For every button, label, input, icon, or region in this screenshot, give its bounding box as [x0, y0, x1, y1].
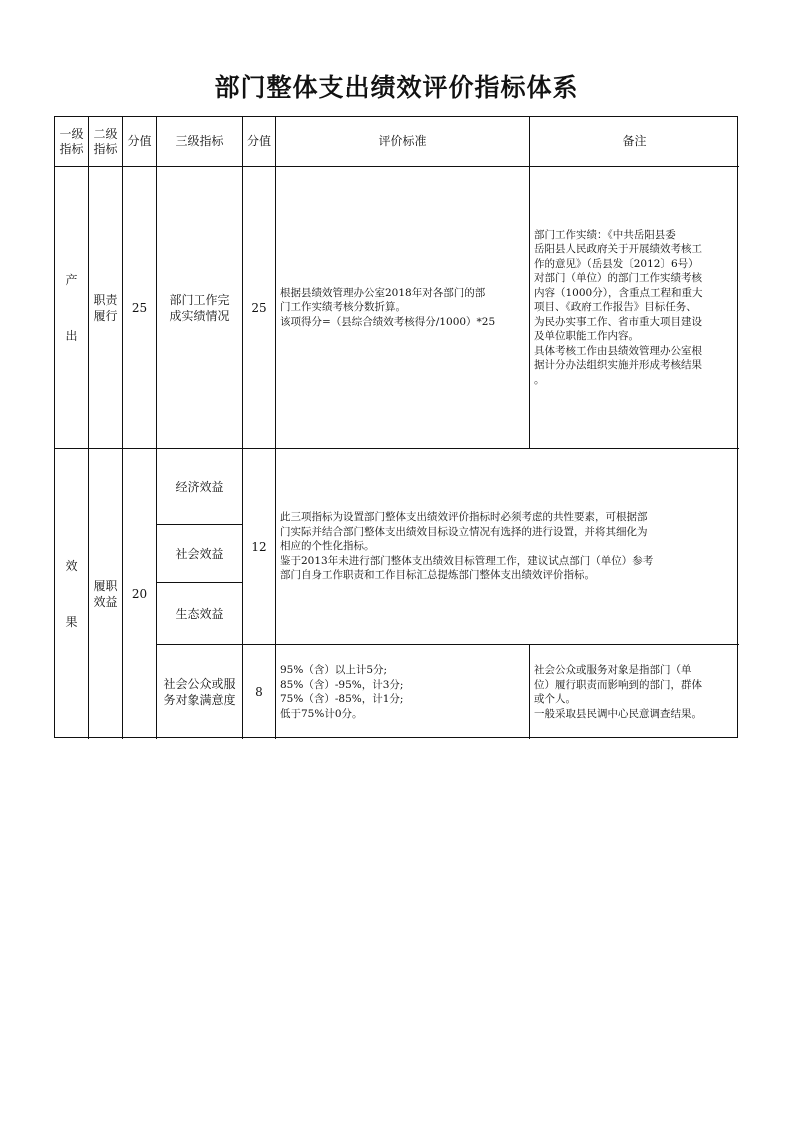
benefit-social: 社会效益 [157, 525, 243, 583]
output-criteria [276, 167, 530, 449]
header-score2: 分值 [123, 117, 157, 167]
satisfaction-criteria-text [280, 663, 403, 721]
output-level2: 职责履行 [89, 167, 123, 449]
output-criteria-line: 门工作实绩考核分数折算。 [280, 301, 406, 314]
output-criteria-line: 根据县绩效管理办公室2018年对各部门的部 [280, 286, 486, 299]
satisfaction-notes [530, 645, 739, 739]
benefit-ecological: 生态效益 [157, 583, 243, 645]
output-level1-char2: 出 [65, 328, 78, 343]
header-notes: 备注 [530, 117, 739, 167]
page-title: 部门整体支出绩效评价指标体系 [214, 73, 579, 102]
output-criteria-line: 该项得分=（县综合绩效考核得分/1000）*25 [280, 315, 496, 328]
benefits-criteria [276, 449, 739, 645]
output-notes-line: 为民办实事工作、省市重大项目建设 [534, 315, 702, 328]
effect-level1-char2: 果 [65, 615, 78, 629]
satisfaction-notes-text [534, 663, 702, 721]
output-notes-line: 具体考核工作由县绩效管理办公室根 [534, 344, 702, 357]
satisfaction-criteria-line: 低于75%计0分。 [280, 707, 363, 720]
output-notes-line: 及单位职能工作内容。 [534, 330, 639, 343]
output-notes-line: 部门工作实绩：《中共岳阳县委 [534, 228, 676, 241]
output-notes-text [534, 228, 702, 388]
benefit-economic: 经济效益 [157, 449, 243, 525]
satisfaction-notes-line: 或个人。 [534, 693, 576, 705]
benefits-criteria-text [280, 510, 653, 583]
output-notes-line: 据计分办法组织实施并形成考核结果 [534, 359, 702, 372]
benefits-criteria-line: 部门自身工作职责和工作目标汇总提炼部门整体支出绩效评价指标。 [280, 569, 595, 582]
output-criteria-text [280, 286, 495, 330]
satisfaction-notes-line: 社会公众或服务对象是指部门（单 [534, 664, 692, 676]
benefits-criteria-line: 鉴于2013年未进行部门整体支出绩效目标管理工作，建议试点部门（单位）参考 [280, 554, 654, 567]
output-score2: 25 [123, 167, 157, 449]
effect-score2: 20 [123, 449, 157, 739]
output-score3: 25 [243, 167, 276, 449]
satisfaction-notes-line: 位）履行职责而影响到的部门，群体 [534, 678, 702, 691]
benefits-criteria-line: 相应的个性化指标。 [280, 540, 375, 553]
output-notes [530, 167, 739, 449]
output-level1-char1: 产 [65, 272, 78, 287]
benefits-score: 12 [243, 449, 276, 645]
satisfaction-indicator: 社会公众或服务对象满意度 [157, 645, 243, 739]
benefits-criteria-line: 门实际并结合部门整体支出绩效目标设立情况有选择的进行设置，并将其细化为 [280, 525, 648, 538]
output-notes-line: 项目、《政府工作报告》目标任务、 [534, 301, 697, 314]
header-score3: 分值 [243, 117, 276, 167]
indicator-table [54, 116, 738, 738]
output-notes-line: 岳阳县人民政府关于开展绩效考核工 [534, 243, 702, 256]
satisfaction-criteria-line: 85%（含）-95%，计3分; [280, 678, 404, 691]
benefits-criteria-line: 此三项指标为设置部门整体支出绩效评价指标时必须考虑的共性要素，可根据部 [280, 511, 648, 524]
satisfaction-score: 8 [243, 645, 276, 739]
header-level3: 三级指标 [157, 117, 243, 167]
header-level2: 二级指标 [89, 117, 123, 167]
effect-level1 [55, 449, 89, 739]
satisfaction-criteria-line: 95%（含）以上计5分; [280, 664, 388, 676]
effect-level2: 履职效益 [89, 449, 123, 739]
satisfaction-criteria-line: 75%（含）-85%，计1分; [280, 693, 404, 705]
header-level1: 一级指标 [55, 117, 89, 167]
output-level3: 部门工作完成实绩情况 [157, 167, 243, 449]
output-level1 [55, 167, 89, 449]
output-notes-line: 对部门（单位）的部门工作实绩考核 [534, 272, 702, 285]
satisfaction-notes-line: 一般采取县民调中心民意调查结果。 [534, 707, 702, 720]
output-notes-line: 作的意见》（岳县发〔2012〕6号） [534, 257, 699, 270]
header-criteria: 评价标准 [276, 117, 530, 167]
output-notes-line: 。 [534, 373, 545, 386]
satisfaction-criteria [276, 645, 530, 739]
output-notes-line: 内容（1000分），含重点工程和重大 [534, 286, 703, 299]
effect-level1-char1: 效 [65, 559, 78, 573]
